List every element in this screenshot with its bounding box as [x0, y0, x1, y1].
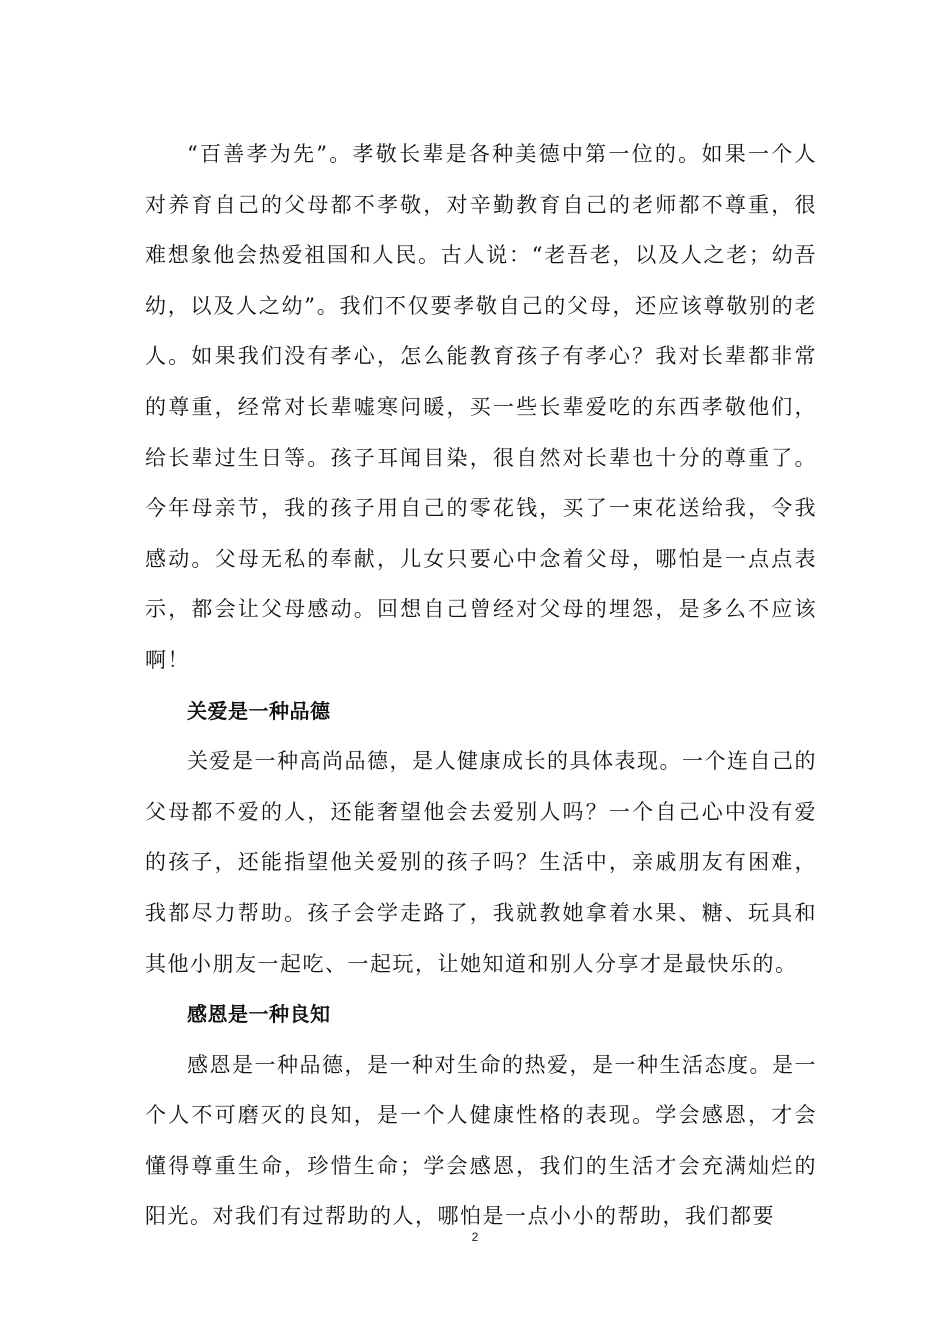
body-paragraph-care: 关爱是一种高尚品德，是人健康成长的具体表现。一个连自己的父母都不爱的人，还能奢望他会去爱别人吗？一个自己心中没有爱的孩子，还能指望他关爱别的孩子吗？生活中，亲戚朋友有困难，我都尽力帮助。孩子会学走路了，我就教她拿着水果、糖、玩具和其他小朋友一起吃、一起玩，让她知道和别人分享才是最快乐的。 — [145, 749, 817, 976]
page-number: 2 — [471, 1230, 479, 1244]
page-content — [145, 129, 817, 1242]
body-paragraph-gratitude: 感恩是一种品德，是一种对生命的热爱，是一种生活态度。是一个人不可磨灭的良知，是一个人健康性格的表现。学会感恩，才会懂得尊重生命，珍惜生命；学会感恩，我们的生活才会充满灿烂的阳光。对我们有过帮助的人，哪怕是一点小小的帮助，我们都要 — [145, 1052, 817, 1229]
section-heading-care: 关爱是一种品德 — [187, 698, 331, 723]
body-paragraph-filial-piety: “百善孝为先”。孝敬长辈是各种美德中第一位的。如果一个人对养育自己的父母都不孝敬，对辛勤教育自己的老师都不尊重，很难想象他会热爱祖国和人民。古人说：“老吾老，以及人之老；幼吾幼，以及人之幼”。我们不仅要孝敬自己的父母，还应该尊敬别的老人。如果我们没有孝心，怎么能教育孩子有孝心？我对长辈都非常的尊重，经常对长辈嘘寒问暖，买一些长辈爱吃的东西孝敬他们，给长辈过生日等。孩子耳闻目染，很自然对长辈也十分的尊重了。今年母亲节，我的孩子用自己的零花钱，买了一束花送给我，令我感动。父母无私的奉献，儿女只要心中念着父母，哪怕是一点点表示，都会让父母感动。回想自己曾经对父母的埋怨，是多么不应该啊！ — [145, 142, 817, 672]
section-heading-gratitude: 感恩是一种良知 — [187, 1002, 331, 1027]
